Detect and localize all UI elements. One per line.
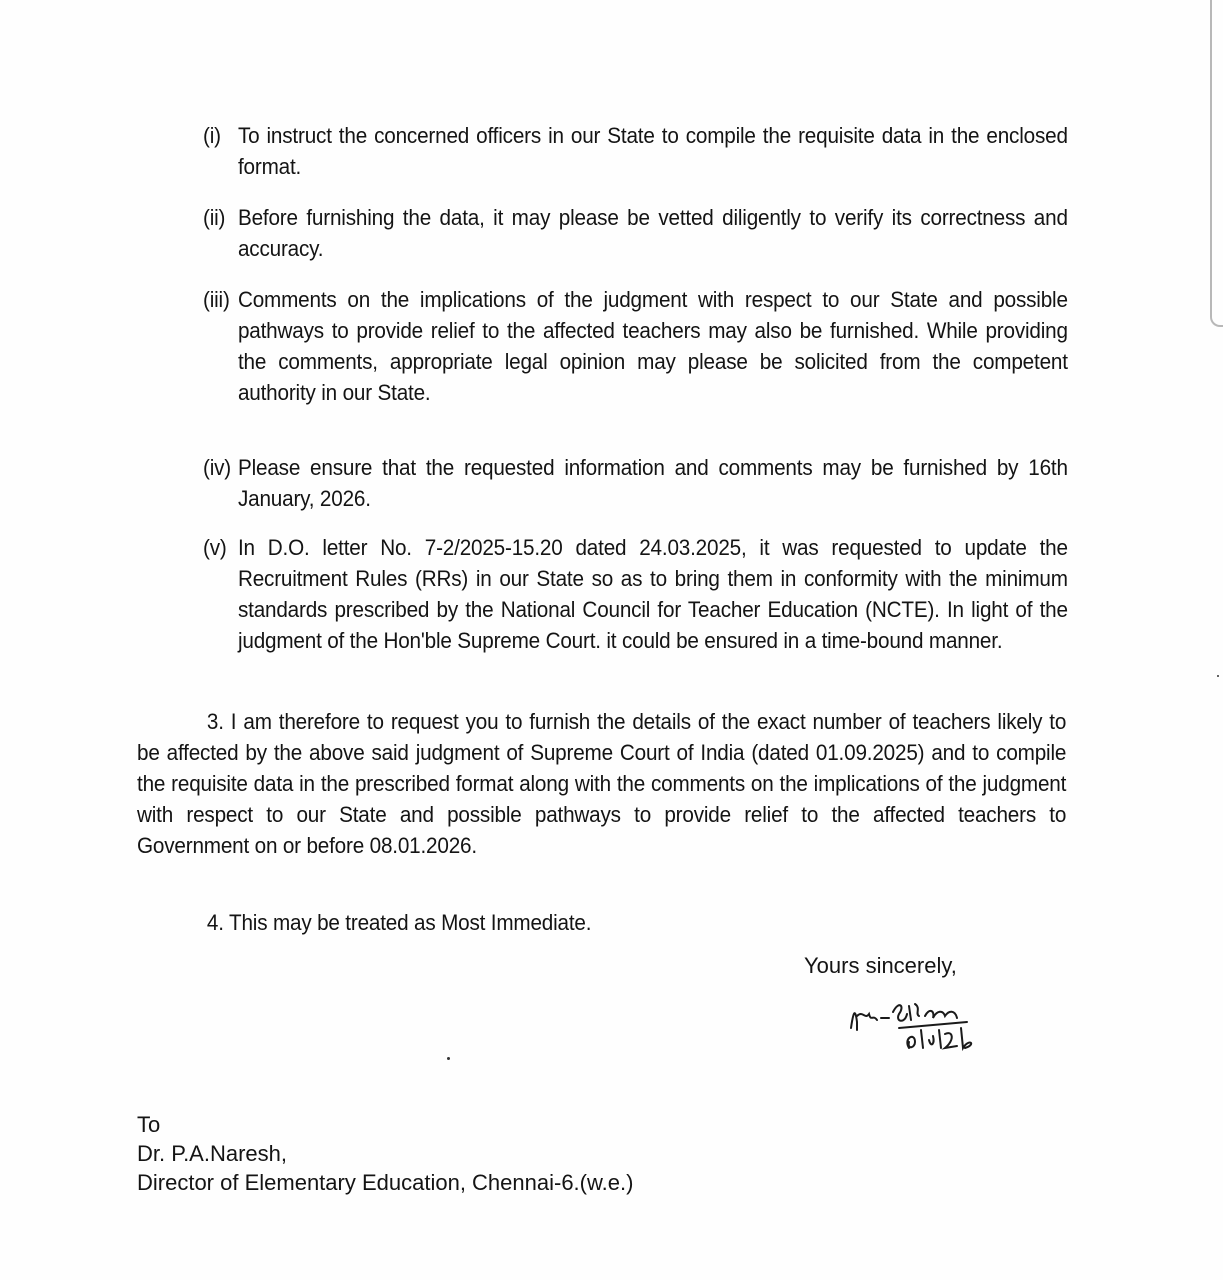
- item-text: Comments on the implications of the judgment with respect to our State and possible pathways to provide relief to the affected teachers may also be furnished. While providing the comments, appropriate legal opinion may please be solicited from the competent authority in our State.: [237, 287, 1068, 405]
- item-number: (i): [203, 123, 221, 148]
- paragraph-4: [137, 907, 1066, 938]
- page-edge-artifact: [1210, 0, 1223, 327]
- recipient-designation: Director of Elementary Education, Chennai-6.(w.e.): [137, 1170, 634, 1195]
- item-number: (ii): [203, 205, 226, 230]
- speck: [1217, 675, 1219, 677]
- item-number: (v): [203, 535, 227, 560]
- recipient-name: Dr. P.A.Naresh,: [137, 1141, 287, 1166]
- list-item-iii: [203, 284, 1068, 408]
- list-item-iv: [203, 452, 1068, 514]
- list-item-ii: [203, 202, 1068, 264]
- paragraph-3: [137, 706, 1066, 861]
- item-number: (iv): [203, 455, 232, 480]
- list-item-v: [203, 532, 1068, 656]
- list-item-i: [203, 120, 1068, 182]
- item-text: In D.O. letter No. 7-2/2025-15.20 dated 24.03.2025, it was requested to update the Recruitment Rules (RRs) in our State so as to bring them in conformity with the minimum standards prescribed by the National Council for Teacher Education (NCTE). In light of the judgment of the Hon'ble Supreme Court. it could be ensured in a time-bound manner.: [237, 535, 1068, 653]
- item-text: Before furnishing the data, it may please be vetted diligently to verify its correctness and accuracy.: [237, 205, 1068, 261]
- recipient-to: To: [137, 1112, 161, 1137]
- closing-salutation: Yours sincerely,: [804, 953, 957, 978]
- speck: [447, 1057, 450, 1060]
- item-text: To instruct the concerned officers in our State to compile the requisite data in the enclosed format.: [237, 123, 1068, 179]
- item-text: Please ensure that the requested information and comments may be furnished by 16th January, 2026.: [237, 455, 1068, 511]
- handwritten-signature-icon: [845, 992, 1005, 1062]
- recipient-block: [137, 1110, 633, 1197]
- item-number: (iii): [203, 287, 230, 312]
- paragraph-3-text: 3. I am therefore to request you to furnish the details of the exact number of teachers likely to be affected by the above said judgment of Supreme Court of India (dated 01.09.2025) and to compile the requisite data in the prescribed format along with the comments on the implications of the judgment with respect to our State and possible pathways to provide relief to the affected teachers to Government on or before 08.01.2026.: [137, 709, 1067, 858]
- paragraph-4-text: 4. This may be treated as Most Immediate.: [206, 910, 592, 935]
